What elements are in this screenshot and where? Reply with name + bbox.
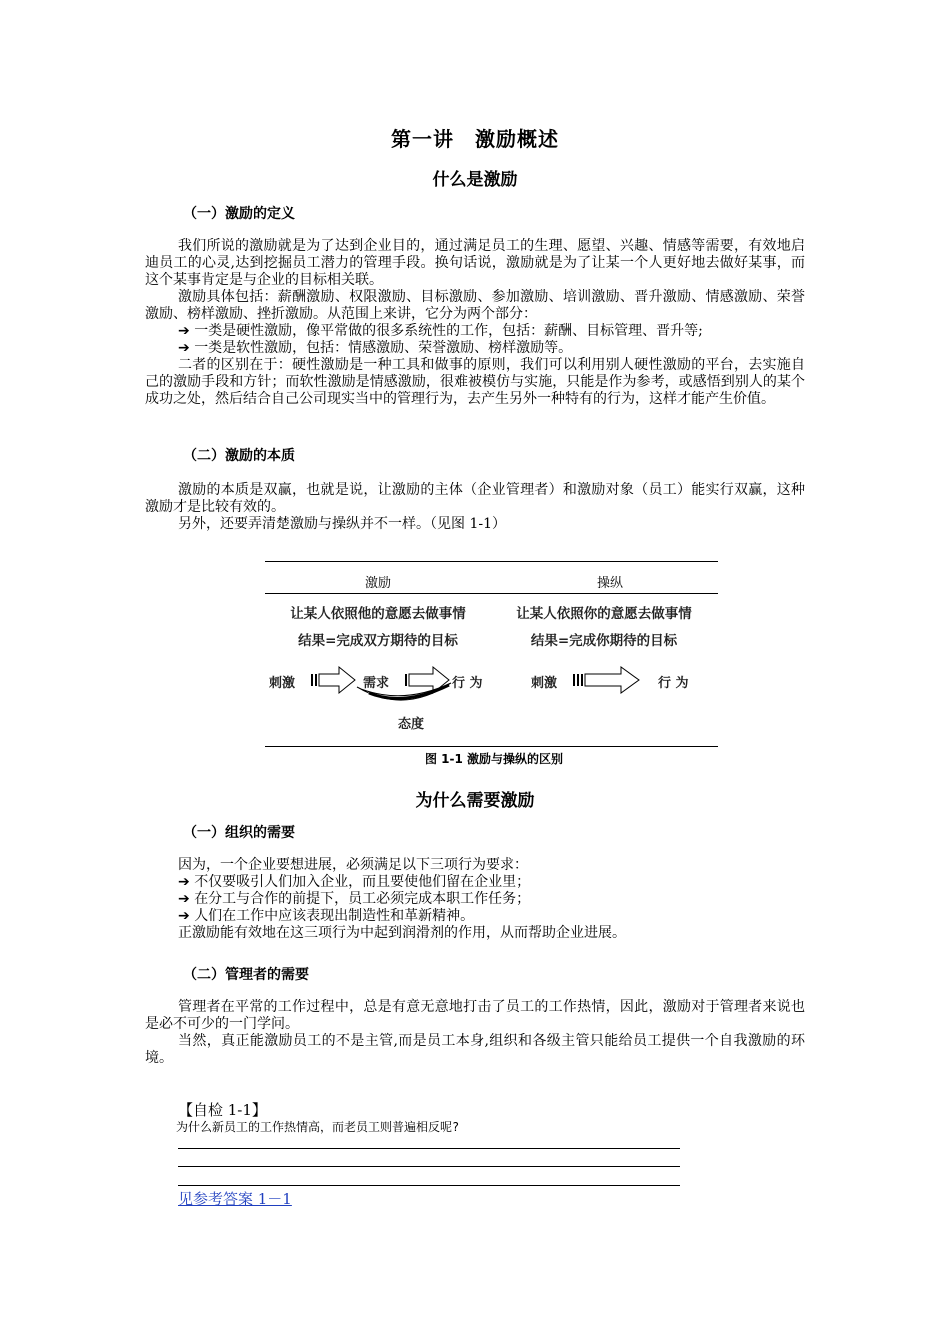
- section-heading-why-needed: 为什么需要激励: [415, 791, 535, 811]
- label-stimulus: 刺激: [269, 676, 296, 691]
- subheading-essence: （二）激励的本质: [183, 448, 295, 464]
- table-rule-top: [265, 561, 718, 562]
- col-header-motivation: 激励: [364, 576, 391, 591]
- definition-block: [145, 238, 805, 408]
- essence-block: [145, 482, 805, 533]
- figure-caption: 图 1-1 激励与操纵的区别: [424, 752, 564, 766]
- paragraph: 因为，一个企业要想进展，必须满足以下三项行为要求：: [178, 857, 528, 873]
- right-arrow-icon: ➔: [178, 891, 190, 907]
- table-rule-header: [265, 593, 718, 594]
- answer-line[interactable]: [178, 1185, 680, 1186]
- list-item: ➔ 人们在工作中应该表现出制造性和革新精神。: [178, 908, 475, 924]
- paragraph: 激励的本质是双赢，也就是说，让激励的主体（企业管理者）和激励对象（员工）能实行双赢，这种激励才是比较有效的。: [145, 482, 805, 515]
- figure-motivation-vs-manipulation: [265, 561, 718, 748]
- paragraph: 激励具体包括：薪酬激励、权限激励、目标激励、参加激励、培训激励、晋升激励、情感激励、荣誉激励、榜样激励、挫折激励。从范围上来讲，它分为两个部分：: [145, 289, 805, 322]
- col-header-manipulation: 操纵: [596, 576, 623, 591]
- right-arrow-icon: ➔: [178, 340, 190, 356]
- paragraph: 正激励能有效地在这三项行为中起到润滑剂的作用，从而帮助企业进展。: [178, 925, 626, 941]
- paragraph: 二者的区别在于：硬性激励是一种工具和做事的原则，我们可以利用别人硬性激励的平台，去实施自己的激励手段和方针；而软性激励是情感激励，很难被模仿与实施，只能是作为参考，或感悟到别人的某个成功之处，然后结合自己公司现实当中的管理行为，去产生另外一种特有的行为，这样才能产生价值。: [145, 357, 805, 407]
- paragraph: 管理者在平常的工作过程中，总是有意无意地打击了员工的工作热情，因此，激励对于管理者来说也是必不可少的一门学问。: [145, 999, 805, 1032]
- right-arrow-icon: ➔: [178, 908, 190, 924]
- section-heading-what-is: 什么是激励: [432, 170, 518, 190]
- list-item: ➔ 在分工与合作的前提下，员工必须完成本职工作任务；: [178, 891, 531, 907]
- label-stimulus-manipulation: 刺激: [531, 676, 558, 691]
- label-behavior-manipulation: 行 为: [658, 676, 689, 691]
- motivation-result: 结果=完成双方期待的目标: [298, 633, 458, 649]
- right-arrow-icon: ➔: [178, 323, 190, 339]
- list-item: ➔ 不仅要吸引人们加入企业，而且要使他们留在企业里；: [178, 874, 531, 890]
- subheading-organization: （一）组织的需要: [183, 825, 295, 841]
- organization-block: [145, 857, 805, 942]
- reference-answer-link[interactable]: 见参考答案 1－1: [178, 1190, 292, 1208]
- manipulation-result: 结果=完成你期待的目标: [530, 633, 678, 649]
- manipulation-definition: 让某人依照你的意愿去做事情: [516, 606, 692, 622]
- label-behavior: 行 为: [452, 676, 483, 691]
- selfcheck-question: 为什么新员工的工作热情高，而老员工则普遍相反呢?: [176, 1120, 460, 1134]
- list-item: ➔ 一类是软性激励，包括：情感激励、荣誉激励、榜样激励等。: [178, 340, 573, 356]
- right-arrow-icon: ➔: [178, 874, 190, 890]
- manager-block: [145, 999, 805, 1067]
- motivation-definition: 让某人依照他的意愿去做事情: [290, 606, 466, 622]
- answer-line[interactable]: [178, 1148, 680, 1149]
- label-need: 需求: [363, 676, 390, 691]
- arrow-icon: [311, 667, 355, 693]
- list-item: ➔ 一类是硬性激励，像平常做的很多系统性的工作，包括：薪酬、目标管理、晋升等;: [178, 323, 703, 339]
- answer-line[interactable]: [178, 1166, 680, 1167]
- paragraph: 当然，真正能激励员工的不是主管,而是员工本身,组织和各级主管只能给员工提供一个自我激励的环境。: [145, 1033, 805, 1066]
- subheading-manager: （二）管理者的需要: [183, 967, 309, 983]
- table-rule-bottom: [265, 746, 718, 747]
- paragraph: 另外，还要弄清楚激励与操纵并不一样。（见图 1-1）: [178, 516, 506, 532]
- label-attitude: 态度: [398, 717, 425, 732]
- selfcheck-title: 【自检 1-1】: [178, 1101, 267, 1119]
- arrow-icon: [573, 667, 639, 693]
- paragraph: 我们所说的激励就是为了达到企业目的，通过满足员工的生理、愿望、兴趣、情感等需要，有效地启迪员工的心灵,达到挖掘员工潜力的管理手段。换句话说，激励就是为了让某一个人更好地去做好某事，而这个某事肯定是与企业的目标相关联。: [145, 238, 805, 288]
- page-title: 第一讲 激励概述: [391, 127, 559, 151]
- subheading-definition: （一）激励的定义: [183, 206, 295, 222]
